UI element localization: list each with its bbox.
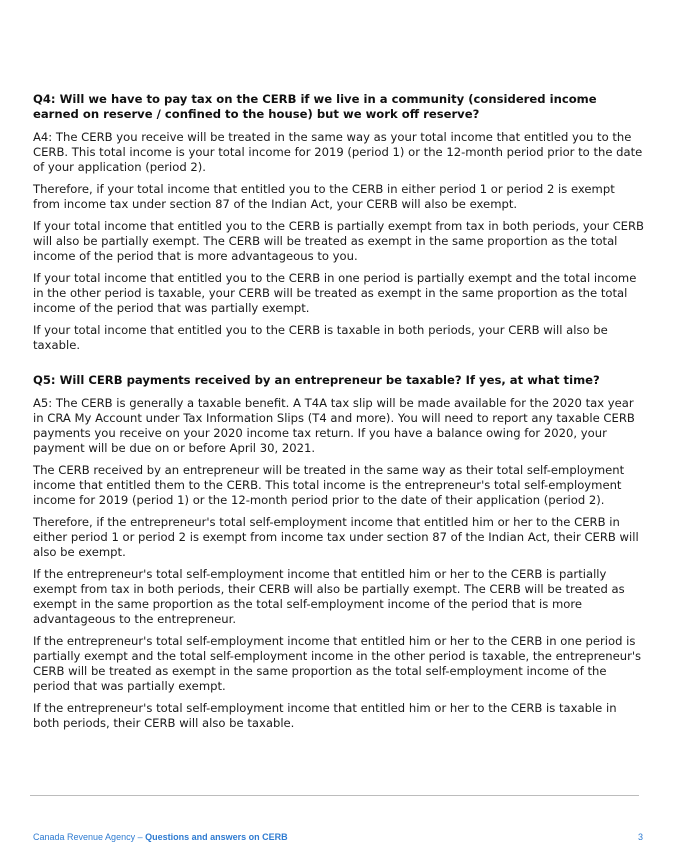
- document-body: [33, 92, 645, 751]
- question-heading: Q5: Will CERB payments received by an entrepreneur be taxable? If yes, at what time?: [33, 373, 600, 387]
- answer-paragraph: If your total income that entitled you to the CERB is partially exempt from tax in both periods, your CERB will also be partially exempt. The CERB will be treated as exempt in the same proportion as the total income of the period that is more advantageous to you.: [33, 219, 645, 263]
- question-block-q5: [33, 373, 645, 731]
- answer-paragraph: Therefore, if the entrepreneur's total self-employment income that entitled him or her to the CERB in either period 1 or period 2 is exempt from income tax under section 87 of the Indian Act, their CERB will also be exempt.: [33, 515, 639, 559]
- question-heading: Q4: Will we have to pay tax on the CERB if we live in a community (considered income earned on reserve / confined to the house) but we work off reserve?: [33, 92, 597, 121]
- answer-paragraph: Therefore, if your total income that entitled you to the CERB in either period 1 or period 2 is exempt from income tax under section 87 of the Indian Act, your CERB will also be exempt.: [33, 182, 615, 211]
- answer-paragraph: If the entrepreneur's total self-employment income that entitled him or her to the CERB is taxable in both periods, their CERB will also be taxable.: [33, 701, 617, 730]
- answer-paragraph: If your total income that entitled you to the CERB is taxable in both periods, your CERB will also be taxable.: [33, 323, 608, 352]
- answer-paragraph: A4: The CERB you receive will be treated in the same way as your total income that entitled you to the CERB. This total income is your total income for 2019 (period 1) or the 12-month period prior to the date of your application (period 2).: [33, 130, 643, 174]
- answer-paragraph: The CERB received by an entrepreneur will be treated in the same way as their total self-employment income that entitled them to the CERB. This total income is the entrepreneur's total self-employment income for 2019 (period 1) or the 12-month period prior to the date of their application (period 2).: [33, 463, 625, 507]
- footer-doc-title: Questions and answers on CERB: [145, 832, 288, 842]
- footer-divider: [30, 795, 639, 796]
- page-number: 3: [637, 832, 643, 842]
- question-block-q4: [33, 92, 645, 353]
- answer-paragraph: If the entrepreneur's total self-employment income that entitled him or her to the CERB is partially exempt from tax in both periods, their CERB will also be partially exempt. The CERB will be treated as exempt in the same proportion as the total self-employment income of the period that is more advantageous to the entrepreneur.: [33, 567, 625, 626]
- answer-paragraph: If your total income that entitled you to the CERB in one period is partially exempt and the total income in the other period is taxable, your CERB will be treated as exempt in the same proportion as the total income of the period that was partially exempt.: [33, 271, 637, 315]
- footer-agency: Canada Revenue Agency: [33, 832, 136, 842]
- answer-paragraph: A5: The CERB is generally a taxable benefit. A T4A tax slip will be made available for the 2020 tax year in CRA My Account under Tax Information Slips (T4 and more). You will need to report any taxable CERB payments you receive on your 2020 income tax return. If you have a balance owing for 2020, your payment will be due on or before April 30, 2021.: [33, 396, 635, 455]
- page-footer: [33, 832, 645, 842]
- footer-separator: –: [135, 832, 146, 842]
- answer-paragraph: If the entrepreneur's total self-employment income that entitled him or her to the CERB in one period is partially exempt and the total self-employment income in the other period is taxable, the entrepreneur's CERB will be treated as exempt in the same proportion as the total self-employment income of the period that was partially exempt.: [33, 634, 642, 693]
